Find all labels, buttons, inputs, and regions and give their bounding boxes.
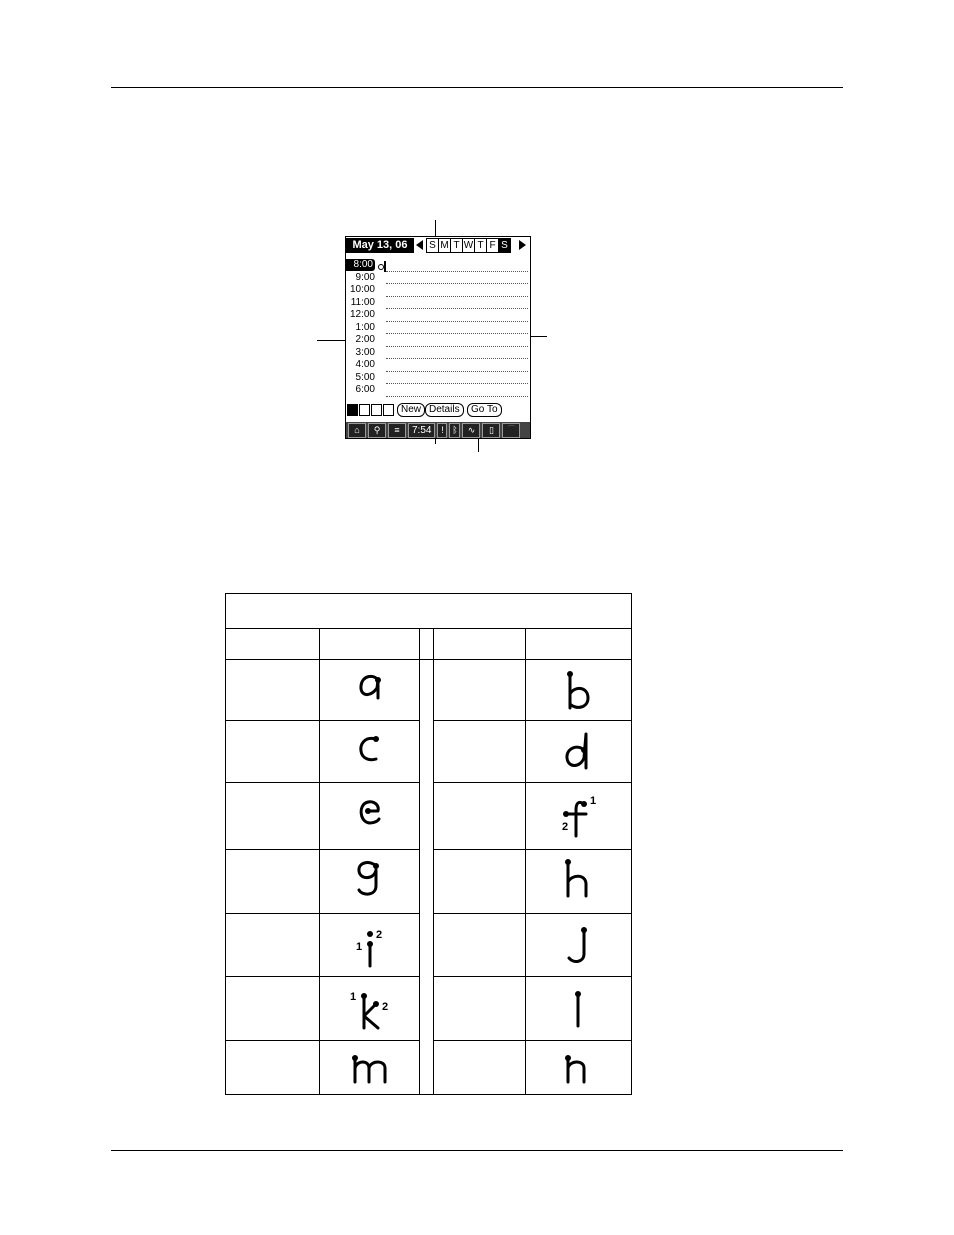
stroke-order-label: 2 <box>562 821 569 833</box>
hour-label: 3:00 <box>355 346 375 358</box>
footer-rule <box>111 1150 843 1151</box>
hour-label: 8:00 <box>345 259 375 271</box>
graffiti-g-icon <box>354 858 386 898</box>
header-rule <box>111 87 843 88</box>
table-divider <box>433 849 631 850</box>
hour-row[interactable] <box>346 359 530 372</box>
view-switcher <box>347 403 395 417</box>
stroke-order-label: 2 <box>382 1001 389 1013</box>
graffiti-j-icon <box>564 924 594 966</box>
table-divider <box>226 976 419 977</box>
hour-label: 2:00 <box>355 334 375 345</box>
graffiti-e-icon <box>356 797 386 827</box>
table-divider <box>433 782 631 783</box>
hour-label: 5:00 <box>355 371 375 383</box>
alert-icon[interactable]: ! <box>437 423 447 438</box>
table-divider <box>319 628 320 1094</box>
table-divider <box>226 628 631 629</box>
table-divider <box>419 628 420 1094</box>
status-bar <box>346 422 530 438</box>
graffiti-d-icon <box>562 730 594 772</box>
table-divider <box>433 913 631 914</box>
day-selector <box>426 238 510 253</box>
graffiti-a-icon <box>356 672 386 702</box>
home-icon[interactable]: ⌂ <box>348 423 366 438</box>
day-view-icon[interactable] <box>347 404 358 416</box>
hour-row[interactable] <box>346 347 530 360</box>
stroke-order-label: 2 <box>376 929 383 941</box>
table-divider <box>433 976 631 977</box>
menu-icon[interactable]: ≡ <box>388 423 406 438</box>
hour-row[interactable] <box>346 309 530 322</box>
day-tab-monday[interactable]: M <box>438 238 451 253</box>
graffiti-h-icon <box>562 858 592 900</box>
find-icon[interactable]: ⚲ <box>368 423 386 438</box>
day-tab-saturday[interactable]: S <box>498 238 511 253</box>
hour-row[interactable] <box>346 284 530 297</box>
hour-row[interactable] <box>346 384 530 397</box>
graffiti-b-icon <box>564 670 594 712</box>
previous-week-arrow-icon[interactable] <box>416 240 423 250</box>
graffiti-c-icon <box>356 733 386 763</box>
palm-calendar-screen <box>345 236 531 439</box>
table-divider <box>525 628 526 1094</box>
table-divider <box>226 849 419 850</box>
hour-row[interactable] <box>346 334 530 347</box>
graffiti-n-icon <box>562 1052 592 1086</box>
table-divider <box>226 659 631 660</box>
graffiti-f-icon <box>560 790 604 840</box>
agenda-view-icon[interactable] <box>371 404 382 416</box>
calendar-header <box>346 237 530 255</box>
goto-button[interactable]: Go To <box>467 403 502 417</box>
status-clock[interactable]: 7:54 <box>408 423 435 438</box>
hour-label: 1:00 <box>355 321 375 333</box>
stroke-order-label: 1 <box>350 991 357 1003</box>
table-divider <box>433 1040 631 1041</box>
table-divider <box>226 720 419 721</box>
hour-label: 11:00 <box>350 296 375 308</box>
bluetooth-icon[interactable]: ᛒ <box>449 423 460 438</box>
stroke-order-label: 1 <box>590 795 597 807</box>
day-tab-wednesday[interactable]: W <box>463 240 474 251</box>
graffiti-icon[interactable]: ∿ <box>462 423 480 438</box>
details-button[interactable]: Details <box>425 403 464 417</box>
rotate-icon[interactable]: ▯ <box>482 423 500 438</box>
hour-line <box>386 396 528 397</box>
day-tab-tuesday[interactable]: T <box>450 238 463 253</box>
text-cursor <box>384 261 386 272</box>
hour-row[interactable] <box>346 372 530 385</box>
input-area-icon[interactable]: ⌒ <box>502 423 520 438</box>
hour-row[interactable] <box>346 259 530 272</box>
stroke-order-label: 1 <box>356 941 363 953</box>
hour-label: 12:00 <box>349 309 375 320</box>
table-divider <box>433 628 434 1094</box>
week-view-icon[interactable] <box>359 404 370 416</box>
new-button[interactable]: New <box>397 403 425 417</box>
next-week-arrow-icon[interactable] <box>519 240 526 250</box>
hour-label: 6:00 <box>355 384 375 395</box>
hour-label: 9:00 <box>355 271 375 283</box>
table-divider <box>433 720 631 721</box>
date-title[interactable]: May 13, 06 <box>346 238 414 253</box>
graffiti-m-icon <box>349 1052 393 1086</box>
day-tab-thursday[interactable]: T <box>474 238 487 253</box>
day-tab-sunday[interactable]: S <box>426 238 439 253</box>
table-divider <box>226 782 419 783</box>
hour-row[interactable] <box>346 322 530 335</box>
graffiti-k-icon <box>350 986 398 1032</box>
graffiti-i-icon <box>352 924 392 970</box>
hour-row[interactable] <box>346 272 530 285</box>
graffiti-l-icon <box>566 988 590 1030</box>
hour-row[interactable] <box>346 297 530 310</box>
graffiti-letter-table <box>225 593 632 1095</box>
table-divider <box>226 913 419 914</box>
table-divider <box>226 1040 419 1041</box>
day-tab-friday[interactable]: F <box>486 238 499 253</box>
hour-label: 10:00 <box>349 284 375 295</box>
hour-label: 4:00 <box>355 359 375 370</box>
month-view-icon[interactable] <box>383 404 394 416</box>
